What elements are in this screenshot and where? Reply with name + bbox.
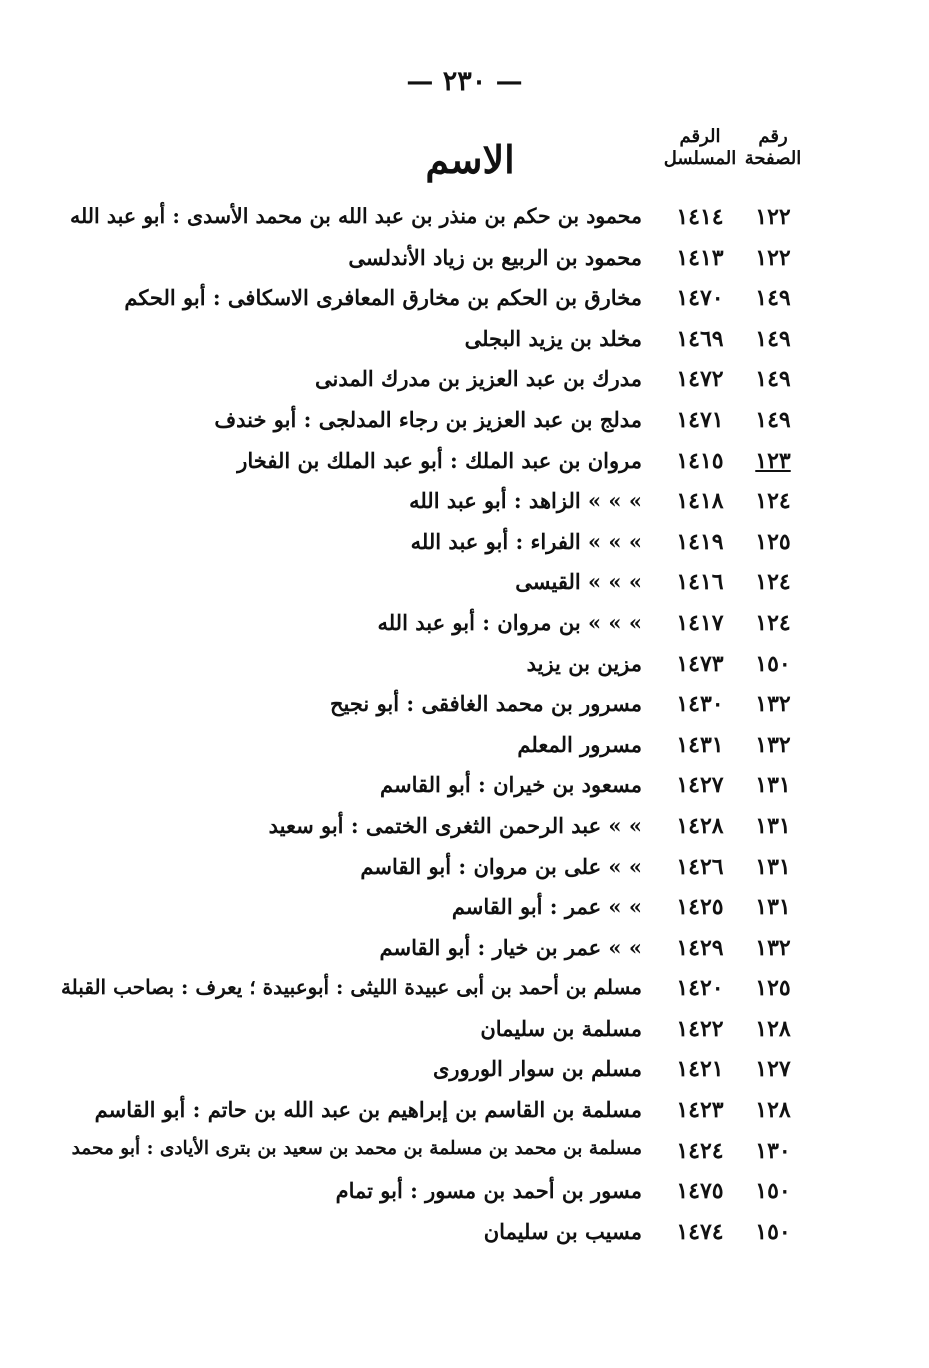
table-row (0, 768, 929, 809)
name-cell: » » عبد الرحمن الثغرى الختمى : أبو سعيد (268, 812, 642, 838)
serial-number-cell: ١٤٢٢ (676, 1015, 724, 1042)
name-cell: مخارق بن الحكم بن مخارق المعافرى الاسكافى : أبو الحكم (124, 285, 642, 311)
table-row (0, 1012, 929, 1053)
name-cell: » » عمر بن خيار : أبو القاسم (379, 934, 642, 960)
header-serial-line-1: الرقم (679, 126, 721, 147)
name-cell: مسيب بن سليمان (483, 1218, 642, 1244)
table-row (0, 606, 929, 647)
table-row (0, 850, 929, 891)
name-cell: مسلم بن أحمد بن أبى عبيدة الليثى : أبوعبيدة ؛ يعرف : بصاحب القبلة (60, 975, 642, 1000)
name-cell: مروان بن عبد الملك : أبو عبد الملك بن الفخار (237, 447, 642, 473)
header-page-line-2: الصفحة (744, 148, 802, 169)
name-cell: مخلد بن يزيد البجلى (464, 325, 642, 351)
page-number-cell: ١٣٢ (755, 691, 791, 718)
table-row (0, 647, 929, 688)
table-row (0, 1052, 929, 1093)
table-row (0, 971, 929, 1012)
serial-number-cell: ١٤٧٤ (676, 1218, 724, 1245)
page-number-cell: ١٤٩ (755, 325, 791, 352)
table-row (0, 1215, 929, 1256)
table-row (0, 1134, 929, 1175)
page-number-cell: ١٥٠ (755, 1218, 791, 1245)
serial-number-cell: ١٤٧٢ (676, 366, 724, 393)
page-number-cell: ١٢٣ (755, 447, 791, 474)
table-row (0, 241, 929, 282)
serial-number-cell: ١٤٢١ (676, 1056, 724, 1083)
header-page-column (742, 126, 804, 170)
name-cell: مسرور بن محمد الغافقى : أبو نجيح (329, 691, 642, 717)
page-number-cell: ١٤٩ (755, 406, 791, 433)
table-row (0, 322, 929, 363)
table-row (0, 281, 929, 322)
page-number-cell: ١٥٠ (755, 650, 791, 677)
name-cell: مسلمة بن القاسم بن إبراهيم بن عبد الله بن حاتم : أبو القاسم (94, 1097, 642, 1123)
page-number-cell: ١٤٩ (755, 366, 791, 393)
page-number: — ٢٣٠ — (406, 66, 523, 97)
page-number-cell: ١٢٧ (755, 1056, 791, 1083)
table-row (0, 484, 929, 525)
index-table (0, 200, 929, 1255)
serial-number-cell: ١٤٢٤ (676, 1137, 724, 1164)
page-number-cell: ١٣٢ (755, 934, 791, 961)
table-row (0, 687, 929, 728)
page-number-cell: ١٣١ (755, 772, 791, 799)
serial-number-cell: ١٤٢٠ (676, 975, 724, 1002)
serial-number-cell: ١٤٢٩ (676, 934, 724, 961)
table-row (0, 444, 929, 485)
serial-number-cell: ١٤٦٩ (676, 325, 724, 352)
serial-number-cell: ١٤٣٠ (676, 691, 724, 718)
name-cell: » » » الزاهد : أبو عبد الله (409, 488, 642, 514)
name-cell: » » » الفراء : أبو عبد الله (410, 528, 642, 554)
name-cell: محمود بن حكم بن منذر بن عبد الله بن محمد الأسدى : أبو عبد الله (70, 204, 642, 228)
page-number-cell: ١٣٢ (755, 731, 791, 758)
page-number-cell: ١٢٤ (755, 488, 791, 515)
serial-number-cell: ١٤٢٦ (676, 853, 724, 880)
name-cell: مسلمة بن سليمان (480, 1015, 642, 1041)
table-row (0, 809, 929, 850)
serial-number-cell: ١٤٧٣ (676, 650, 724, 677)
table-row (0, 200, 929, 241)
name-cell: مسرور المعلم (517, 731, 642, 757)
page-number-cell: ١٤٩ (755, 285, 791, 312)
name-cell: مسعود بن خيران : أبو القاسم (380, 772, 642, 798)
serial-number-cell: ١٤٣١ (676, 731, 724, 758)
header-page-line-1: رقم (758, 126, 788, 147)
page-number-cell: ١٢٥ (755, 975, 791, 1002)
name-cell: مزين بن يزيد (526, 650, 642, 676)
serial-number-cell: ١٤٧١ (676, 406, 724, 433)
table-row (0, 362, 929, 403)
serial-number-cell: ١٤٢٣ (676, 1097, 724, 1124)
serial-number-cell: ١٤١٧ (676, 609, 724, 636)
name-cell: مسلمة بن محمد بن مسلمة بن محمد بن سعيد بن بترى الأيادى : أبو محمد (71, 1137, 642, 1159)
page-number-cell: ١٥٠ (755, 1178, 791, 1205)
name-cell: مسور بن أحمد بن مسور : أبو تمام (335, 1178, 642, 1204)
table-row (0, 1174, 929, 1215)
page-number-cell: ١٢٥ (755, 528, 791, 555)
name-cell: » » على بن مروان : أبو القاسم (360, 853, 642, 879)
table-row (0, 931, 929, 972)
serial-number-cell: ١٤١٤ (676, 204, 724, 230)
table-row (0, 403, 929, 444)
name-cell: مدلج بن عبد العزيز بن رجاء المدلجى : أبو خندف (214, 406, 642, 432)
serial-number-cell: ١٤١٨ (676, 488, 724, 515)
header-serial-column (663, 126, 737, 170)
page-number-cell: ١٣١ (755, 853, 791, 880)
name-cell: » » » بن مروان : أبو عبد الله (377, 609, 642, 635)
page-number-cell: ١٢٤ (755, 609, 791, 636)
page-number-cell: ١٣١ (755, 812, 791, 839)
name-cell: » » » القيسى (515, 569, 642, 595)
serial-number-cell: ١٤٧٥ (676, 1178, 724, 1205)
serial-number-cell: ١٤١٦ (676, 569, 724, 596)
table-row (0, 525, 929, 566)
name-cell: محمود بن الربيع بن زياد الأندلسى (348, 244, 642, 270)
serial-number-cell: ١٤٢٥ (676, 894, 724, 921)
serial-number-cell: ١٤١٣ (676, 244, 724, 271)
name-cell: مدرك بن عبد العزيز بن مدرك المدنى (315, 366, 642, 392)
header-name-column: الاسم (425, 137, 515, 182)
page-number-cell: ١٢٢ (755, 244, 791, 271)
table-row (0, 565, 929, 606)
name-cell: مسلم بن سوار الورورى (432, 1056, 642, 1082)
table-row (0, 728, 929, 769)
serial-number-cell: ١٤٢٧ (676, 772, 724, 799)
serial-number-cell: ١٤١٩ (676, 528, 724, 555)
serial-number-cell: ١٤١٥ (676, 447, 724, 474)
serial-number-cell: ١٤٧٠ (676, 285, 724, 312)
table-row (0, 1093, 929, 1134)
header-serial-line-2: المسلسل (663, 148, 737, 169)
serial-number-cell: ١٤٢٨ (676, 812, 724, 839)
page-number-cell: ١٢٢ (755, 204, 791, 230)
name-cell: » » عمر : أبو القاسم (451, 894, 642, 920)
page-number-cell: ١٢٤ (755, 569, 791, 596)
table-row (0, 890, 929, 931)
page-number-cell: ١٣٠ (755, 1137, 791, 1164)
page-number-cell: ١٢٨ (755, 1097, 791, 1124)
page-number-cell: ١٢٨ (755, 1015, 791, 1042)
page-number-cell: ١٣١ (755, 894, 791, 921)
